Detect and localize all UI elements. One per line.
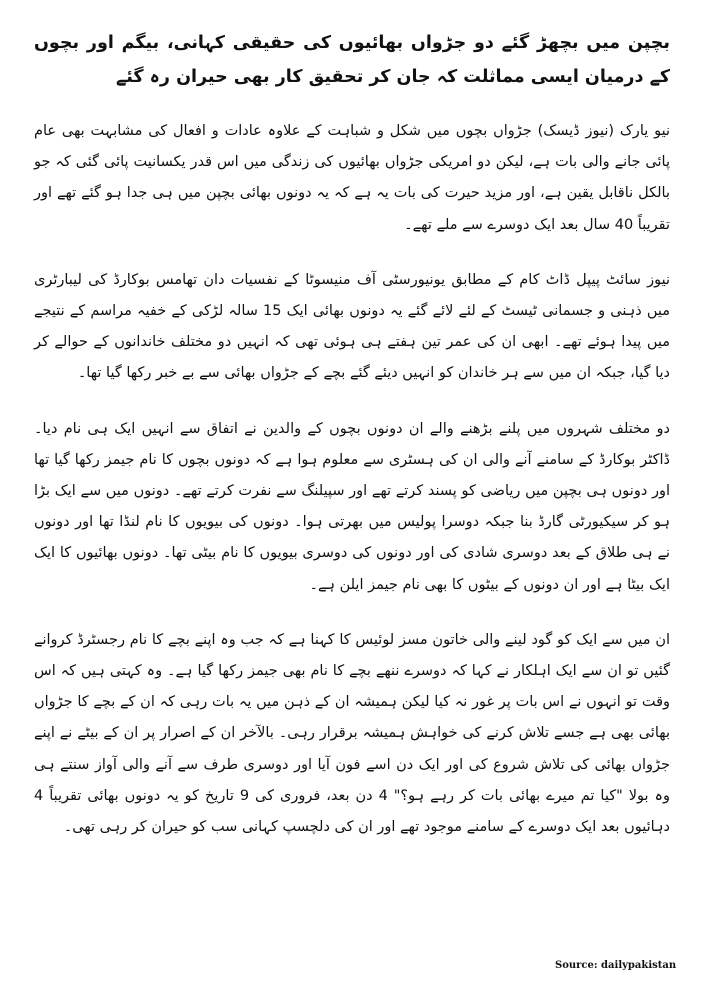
article-paragraph-intro: نیو یارک (نیوز ڈیسک) جڑواں بچوں میں شکل و شباہت کے علاوہ عادات و افعال کی مشابہت بھی عام پائی جانے والی بات ہے، لیکن دو امریکی جڑواں بھائیوں کی زندگی میں اس قدر یکسانیت پائی گئی کہ جو بالکل ناقابل یقین ہے، اور مزید حیرت کی بات یہ ہے کہ یہ دونوں بھائی بچپن میں ہی جدا ہو گئے تھے اور تقریباً 40 سال بعد ایک دوسرے سے ملے تھے۔ [34, 123, 671, 233]
source-credit: Source: dailypakistan [555, 960, 677, 971]
article-headline: بچپن میں بچھڑ گئے دو جڑواں بھائیوں کی حقیقی کہانی، بیگم اور بچوں کے درمیان ایسی مماثلت کہ جان کر تحقیق کار بھی حیران رہ گئے [34, 33, 670, 87]
article-paragraph-similarities: دو مختلف شہروں میں پلنے بڑھنے والے ان دونوں بچوں کے والدین نے اتفاق سے انہیں ایک ہی نام دیا۔ ڈاکٹر بوکارڈ کے سامنے آنے والی ان کی ہسٹری سے معلوم ہوا ہے کہ دونوں بچوں کا نام جیمز رکھا گیا تھا اور دونوں ہی بچپن میں ریاضی کو پسند کرتے تھے اور سپیلنگ سے نفرت کرتے تھے۔ دونوں میں سے ایک بڑا ہو کر سیکیورٹی گارڈ بنا جبکہ دوسرا پولیس میں بھرتی ہوا۔ دونوں کی بیویوں کا نام لنڈا تھا اور دونوں نے ہی طلاق کے بعد دوسری شادی کی اور دونوں کی دوسری بیویوں کا نام بیٹی تھا۔ دونوں بھائیوں کا ایک ایک بیٹا ہے اور ان دونوں کے بیٹوں کا بھی نام جیمز ایلن ہے۔ [34, 420, 670, 593]
article-paragraph-reunion: ان میں سے ایک کو گود لینے والی خاتون مسز لوئیس کا کہنا ہے کہ جب وہ اپنے بچے کا نام رجسٹرڈ کروانے گئیں تو ان سے ایک اہلکار نے کہا کہ دوسرے ننھے بچے کا نام بھی جیمز رکھا گیا ہے۔ وہ کہتی ہیں کہ اس وقت تو انہوں نے اس بات پر غور نہ کیا لیکن ہمیشہ ان کے ذہن میں یہ بات رہی کہ ان کے بچے کا جڑواں بھائی بھی ہے جسے تلاش کرنے کی خواہش ہمیشہ برقرار رہی۔ بالآخر ان کے اصرار پر ان کے بیٹے نے اپنے جڑواں بھائی کی تلاش شروع کی اور ایک دن اسے فون آیا اور دوسری طرف سے آنے والی آواز سنتے ہی وہ بولا "کیا تم میرے بھائی بات کر رہے ہو؟" 4 دن بعد، فروری کی 9 تاریخ کو یہ دونوں بھائی تقریباً 4 دہائیوں بعد ایک دوسرے کے سامنے موجود تھے اور ان کی دلچسپ کہانی سب کو حیران کر رہی تھی۔ [34, 631, 670, 836]
article-paragraph-research: نیوز سائٹ پیپل ڈاٹ کام کے مطابق یونیورسٹی آف منیسوٹا کے نفسیات دان تھامس بوکارڈ کی لیبارٹری میں ذہنی و جسمانی ٹیسٹ کے لئے لائے گئے یہ دونوں بھائی ایک 15 سالہ لڑکی کے خفیہ مراسم کے نتیجے میں پیدا ہوئے تھے۔ ابھی ان کی عمر تین ہفتے ہی ہوئی تھی کہ انہیں دو مختلف خاندانوں کے حوالے کر دیا گیا، جبکہ ان میں سے ہر خاندان کو انہیں دیئے گئے بچے کے جڑواں بھائی سے بے خبر رکھا گیا تھا۔ [34, 271, 670, 382]
article-body [34, 26, 670, 867]
